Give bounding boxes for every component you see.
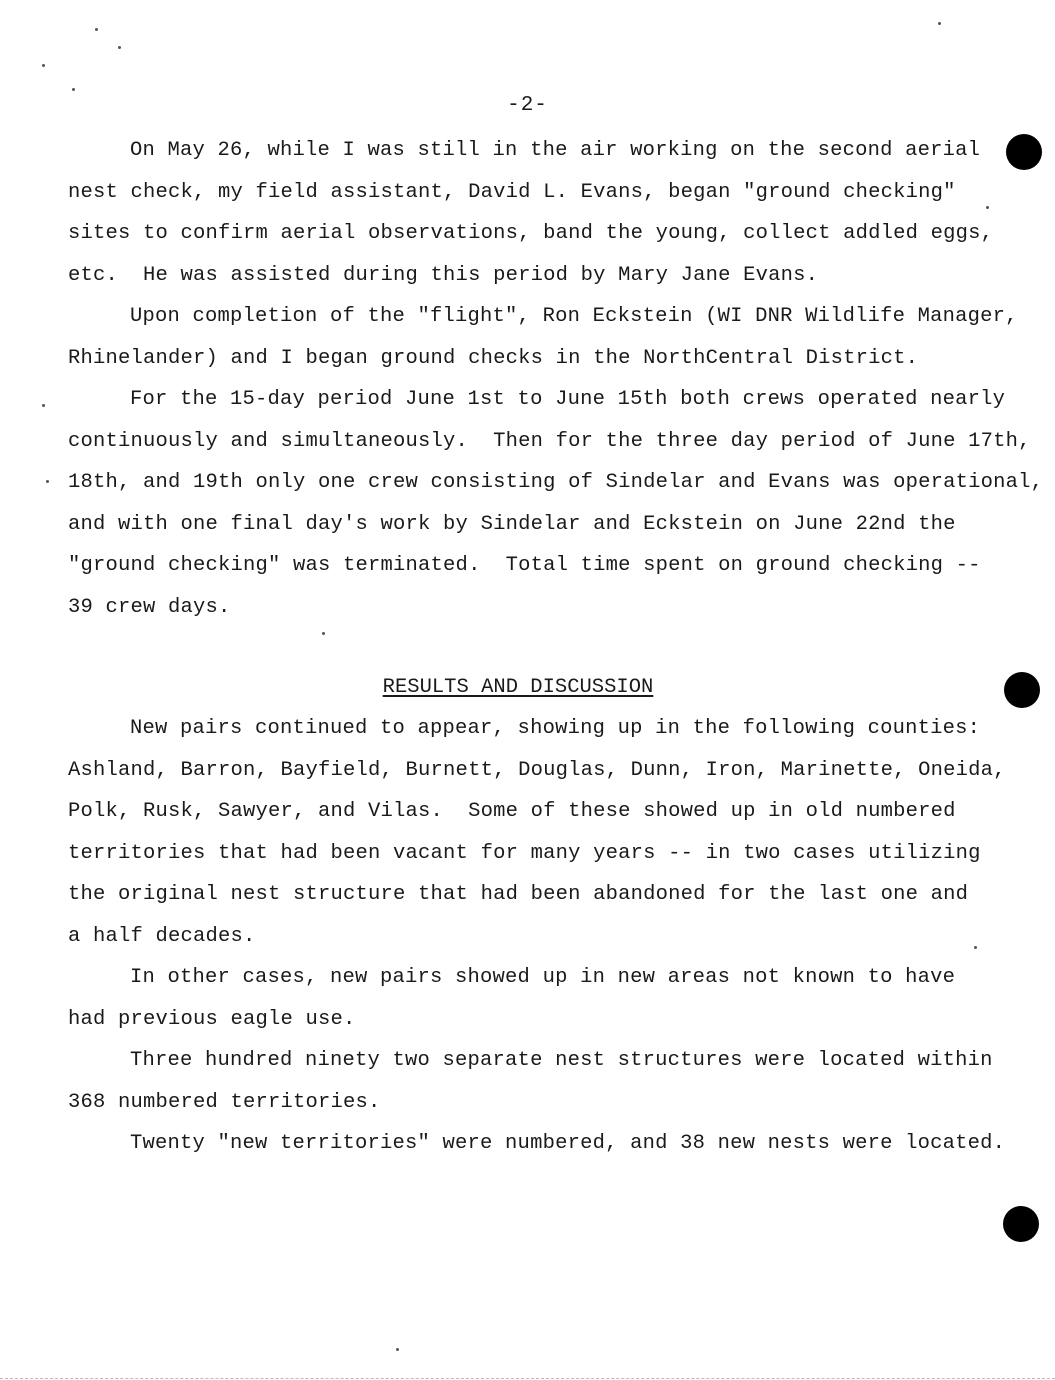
text-line: Ashland, Barron, Bayfield, Burnett, Douglas, Dunn, Iron, Marinette, Oneida, xyxy=(68,758,1006,782)
punch-hole xyxy=(1004,672,1040,708)
text-line: Three hundred ninety two separate nest structures were located within xyxy=(130,1049,993,1072)
scan-speck xyxy=(42,64,45,67)
text-line: 368 numbered territories. xyxy=(68,1090,381,1114)
text-line: continuously and simultaneously. Then for the three day period of June 17th, xyxy=(68,429,1031,453)
text-line: Twenty "new territories" were numbered, and 38 new nests were located. xyxy=(130,1132,1006,1155)
text-line: territories that had been vacant for many years -- in two cases utilizing xyxy=(68,841,981,865)
text-line: 39 crew days. xyxy=(68,595,231,619)
scan-speck xyxy=(322,632,325,635)
section-heading: RESULTS AND DISCUSSION xyxy=(382,676,654,699)
page-number: -2- xyxy=(507,94,548,117)
scan-speck xyxy=(42,404,45,407)
text-line: the original nest structure that had been abandoned for the last one and xyxy=(68,883,969,906)
scan-speck xyxy=(396,1348,399,1351)
text-line: and with one final day's work by Sindelar and Eckstein on June 22nd the xyxy=(68,512,956,536)
punch-hole xyxy=(1006,134,1042,170)
text-line: had previous eagle use. xyxy=(68,1007,356,1031)
text-line: Upon completion of the "flight", Ron Eckstein (WI DNR Wildlife Manager, xyxy=(130,305,1018,328)
text-line: Polk, Rusk, Sawyer, and Vilas. Some of these showed up in old numbered xyxy=(68,800,956,823)
text-line: "ground checking" was terminated. Total time spent on ground checking -- xyxy=(68,554,981,577)
body-text-section-1 xyxy=(68,130,1043,628)
text-line: sites to confirm aerial observations, band the young, collect addled eggs, xyxy=(68,222,994,245)
scan-speck xyxy=(95,28,98,31)
text-line: Rhinelander) and I began ground checks in the NorthCentral District. xyxy=(68,346,919,370)
text-line: For the 15-day period June 1st to June 15th both crews operated nearly xyxy=(130,388,1006,411)
text-line: nest check, my field assistant, David L. Evans, began "ground checking" xyxy=(68,180,956,204)
text-line: 18th, and 19th only one crew consisting of Sindelar and Evans was operational, xyxy=(68,471,1044,494)
body-text-section-2 xyxy=(68,708,1043,1165)
text-line: In other cases, new pairs showed up in new areas not known to have xyxy=(130,966,956,989)
text-line: New pairs continued to appear, showing up in the following counties: xyxy=(130,717,981,740)
text-line: On May 26, while I was still in the air working on the second aerial xyxy=(130,139,981,162)
scan-speck xyxy=(986,206,989,209)
punch-hole xyxy=(1003,1206,1039,1242)
scan-speck xyxy=(118,46,121,49)
text-line: a half decades. xyxy=(68,924,256,948)
scan-speck xyxy=(46,480,49,483)
scan-speck xyxy=(974,946,977,949)
scan-speck xyxy=(72,88,75,91)
scan-speck xyxy=(938,22,941,25)
text-line: etc. He was assisted during this period by Mary Jane Evans. xyxy=(68,263,819,287)
